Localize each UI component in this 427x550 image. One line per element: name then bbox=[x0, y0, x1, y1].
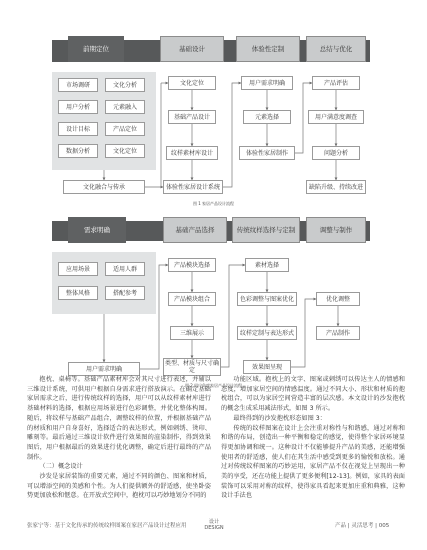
figure-1-left-item: 设计目标 bbox=[58, 122, 98, 136]
figure-2-col4-item: 优化调整 bbox=[316, 292, 360, 306]
figure-1-col4-item: 用户满意度调查 bbox=[308, 110, 364, 124]
figure-2-header-3: 传统纹样选择与定制 bbox=[232, 217, 300, 243]
figure-1-left-item: 文化分析 bbox=[105, 78, 145, 92]
figure-2-col4-item: 产品制作 bbox=[316, 326, 360, 340]
figure-1-col2-item: 基础产品设计 bbox=[168, 110, 216, 124]
figure-2-col2-item: 产品模块组合 bbox=[168, 292, 216, 306]
figure-2-col3-item: 色彩调整与图案优化 bbox=[237, 292, 297, 306]
figure-2-col2-item: 三维展示 bbox=[170, 326, 214, 340]
figure-1-left-item: 市场调研 bbox=[58, 78, 98, 92]
figure-1-header-2: 基础设计 bbox=[160, 36, 224, 62]
figure-2-left-item: 搭配参考 bbox=[105, 286, 145, 300]
body-column-left bbox=[27, 375, 211, 501]
figure-1-col2-item: 体验性家居设计系统 bbox=[163, 180, 223, 194]
figure-1-col4-item: 产品评估 bbox=[312, 76, 360, 90]
figure-1-col4-item: 缺陷升级、持续改进 bbox=[306, 180, 366, 194]
body-paragraph: 功能区域。抱枕上的文字、图案或刺绣可以传达主人的情感和态度，增加家居空间的情感温度。通过不同大小、形状和材质的抱枕组合，可以为家居空间营造丰富的层次感。本文设计的沙发抱枕的概念生成采用减法形式，如图 3 所示。 bbox=[221, 376, 405, 413]
figure-1-left-item: 文化定位 bbox=[105, 144, 145, 158]
figure-2-left-item: 应用场景 bbox=[58, 262, 98, 276]
figure-2-col3-item: 效果图呈现 bbox=[243, 360, 291, 374]
figure-2-header-2: 基础产品选择 bbox=[163, 217, 227, 243]
footer-article-title: 张家宁等：基于文化传承的传统纹样图案在家居产品设计过程应用 bbox=[27, 523, 187, 529]
figure-2-col3-item: 素材选择 bbox=[245, 258, 289, 272]
figure-1-col3-item: 体验性家居制作 bbox=[239, 146, 295, 160]
figure-2-col3-item: 纹样定制与表达形式 bbox=[237, 326, 297, 340]
figure-1-left-item: 用户分析 bbox=[58, 100, 98, 114]
figure-2-header-1: 需求明确 bbox=[68, 217, 126, 243]
figure-1-left-bottom: 文化融合与传承 bbox=[63, 180, 145, 194]
figure-1-col2-item: 纹样素材库设计 bbox=[166, 146, 218, 160]
figure-2-header-4: 调整与制作 bbox=[306, 217, 366, 243]
figure-1-col3-item: 元素选择 bbox=[243, 110, 291, 124]
figure-1-caption: 图 1 家居产品设计流程 bbox=[192, 201, 235, 206]
figure-1-header-4: 总结与优化 bbox=[306, 36, 366, 62]
body-column-right bbox=[221, 375, 405, 501]
figure-2-col2-item: 类型、材质与尺寸确定 bbox=[164, 360, 219, 374]
body-paragraph: 抱枕、桌椅等。基础产品素材库会对其尺寸进行表述，并辅以三维设计系统，可供用户根据自身需求进行搭放演示。在确定基础家居需求之后，进行传统纹样的选择，用户可以从纹样素材库进行基础材料的选择，根据应用场景进行色彩调整，并优化整体构图。随后，将纹样与基础产品组合，调整纹样的位置，并根据基础产品的材质和用户自身喜好，选择适合的表达形式，例如刺绣、烫印、雕刻等。最后通过三维设计软件进行效果图的渲染制作，得到效果图后，用户根据最后的效果进行优化调整，确定后进行最终的产品制作。 bbox=[27, 376, 211, 461]
figure-1-col2-item: 文化定位 bbox=[168, 76, 216, 90]
figure-1-header-3: 体验性定制 bbox=[236, 36, 300, 62]
footer-journal-en: DESIGN bbox=[204, 525, 224, 531]
figure-1-col4-item: 问题分析 bbox=[312, 146, 360, 160]
footer-journal-cn: 设计 bbox=[208, 519, 219, 525]
figure-2-left-item: 适用人群 bbox=[105, 262, 145, 276]
figure-1-left-item: 元素融入 bbox=[105, 100, 145, 114]
figure-1-left-item: 数据分析 bbox=[58, 144, 98, 158]
figure-2-left-bottom: 用户需求明确 bbox=[68, 362, 140, 376]
figure-1-col3-item: 用户需求明确 bbox=[241, 76, 293, 90]
footer-page-info: 产品 | 灵活思考 | 005 bbox=[335, 523, 390, 529]
figure-1-left-item: 产品定位 bbox=[105, 122, 145, 136]
figure-2-caption: 图 2 用户角度家居产品设计流程 bbox=[184, 383, 243, 388]
body-paragraph: 沙发是家居装饰的重要元素，通过不同的颜色、图案和材质，可以增添空间的美感和个性。为人们提供额外的舒适感，使坐卧姿势更加放松和惬意。在开放式空间中，抱枕可以巧妙地划分不同的 bbox=[27, 473, 211, 500]
footer-journal-mark bbox=[200, 519, 228, 531]
figure-2-col2-item: 产品模块选择 bbox=[168, 258, 216, 272]
section-heading: （二）概念设计 bbox=[39, 463, 83, 471]
figure-1-header-1: 前期定位 bbox=[68, 36, 124, 62]
body-paragraph: 传统的纹样图案在设计上会注重对称性与和谐感，通过对称和和谐的布局，创造出一种平衡和稳定的感觉，使得整个家居环境显得更加协调和统一。这种设计不仅能够提升产品的美感，还能增强使用者的舒适感，使人们在其生活中感受到更多的愉悦和放松。通过对传统纹样图案的巧妙运用，家居产品不仅在视觉上呈现出一种美的享受，还在功能上提供了更多便利[12-13]。例如，家具的表面装饰可以采用对称的纹样，使得家具看起来更加庄重和典雅，这种设计手法也 bbox=[221, 424, 405, 500]
figure-2-left-item: 整体风格 bbox=[58, 286, 98, 300]
body-paragraph: 最终得到的沙发抱枕形态如图 3： bbox=[233, 414, 326, 422]
